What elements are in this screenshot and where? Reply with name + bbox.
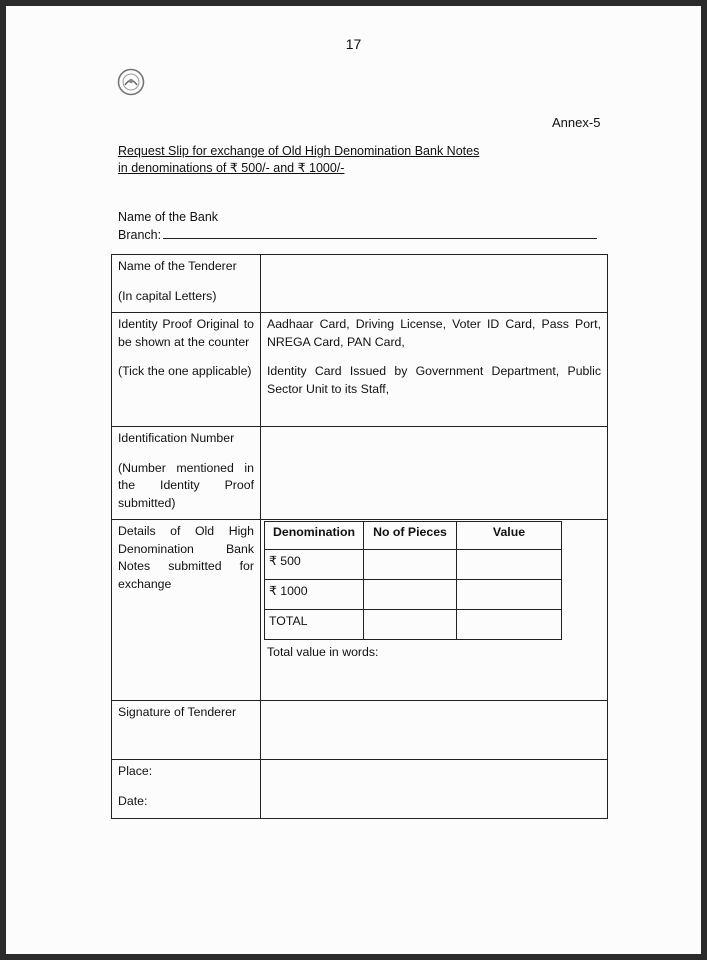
- idnum-field[interactable]: [261, 427, 608, 520]
- notes-label-cell: [112, 520, 261, 701]
- total-label: TOTAL: [265, 610, 364, 640]
- notes-row: [112, 520, 608, 701]
- branch-label: Branch:: [118, 228, 162, 242]
- branch-input-line[interactable]: [163, 238, 597, 239]
- form-title-line1: Request Slip for exchange of Old High Denomination Bank Notes: [118, 144, 480, 158]
- rbi-seal-logo: [117, 68, 145, 96]
- notes-row-1000: [265, 580, 562, 610]
- identity-label: Identity Proof Original to be shown at the counter: [118, 317, 254, 349]
- notes-row-total: [265, 610, 562, 640]
- idnum-row: [112, 427, 608, 520]
- page-number: 17: [345, 36, 362, 52]
- pieces-500-field[interactable]: [364, 550, 457, 580]
- identity-row: [112, 313, 608, 427]
- value-500-field[interactable]: [457, 550, 562, 580]
- tenderer-label-cell: [112, 255, 261, 313]
- date-label: Date:: [118, 793, 148, 808]
- denomination-1000: ₹ 1000: [265, 580, 364, 610]
- place-date-label-cell: [112, 760, 261, 819]
- identity-options-cell: [261, 313, 608, 427]
- form-title-line2: in denominations of ₹ 500/- and ₹ 1000/-: [118, 161, 345, 175]
- denomination-500: ₹ 500: [265, 550, 364, 580]
- value-total-field[interactable]: [457, 610, 562, 640]
- notes-header-row: [265, 522, 562, 550]
- pieces-total-field[interactable]: [364, 610, 457, 640]
- notes-row-500: [265, 550, 562, 580]
- annex-label: Annex-5: [552, 115, 601, 130]
- request-form-table: [111, 254, 608, 819]
- tenderer-sublabel: (In capital Letters): [118, 288, 217, 303]
- identity-sublabel: (Tick the one applicable): [118, 364, 252, 378]
- idnum-label: Identification Number: [118, 431, 235, 445]
- identity-label-cell: [112, 313, 261, 427]
- idnum-sublabel: (Number mentioned in the Identity Proof submitted): [118, 460, 254, 510]
- notes-label: Details of Old High Denomination Bank Notes submitted for exchange: [118, 524, 254, 591]
- identity-option-1[interactable]: Aadhaar Card, Driving License, Voter ID Card, Pass Port, NREGA Card, PAN Card,: [267, 317, 601, 349]
- bank-name-label: Name of the Bank: [118, 210, 219, 224]
- total-words-label: Total value in words:: [267, 645, 379, 659]
- notes-details-cell: [261, 520, 608, 701]
- pieces-1000-field[interactable]: [364, 580, 457, 610]
- place-date-field[interactable]: [261, 760, 608, 819]
- place-label: Place:: [118, 764, 153, 778]
- identity-option-2[interactable]: Identity Card Issued by Government Department, Public Sector Unit to its Staff,: [267, 364, 601, 396]
- signature-label: Signature of Tenderer: [118, 705, 237, 719]
- value-header: Value: [457, 522, 562, 550]
- signature-row: [112, 701, 608, 760]
- tenderer-label: Name of the Tenderer: [118, 259, 237, 273]
- pieces-header: No of Pieces: [364, 522, 457, 550]
- denomination-header: Denomination: [265, 522, 364, 550]
- tenderer-name-field[interactable]: [261, 255, 608, 313]
- idnum-label-cell: [112, 427, 261, 520]
- signature-field[interactable]: [261, 701, 608, 760]
- notes-table: [264, 521, 562, 640]
- value-1000-field[interactable]: [457, 580, 562, 610]
- place-date-row: [112, 760, 608, 819]
- tenderer-row: [112, 255, 608, 313]
- signature-label-cell: [112, 701, 261, 760]
- form-title: [118, 143, 479, 177]
